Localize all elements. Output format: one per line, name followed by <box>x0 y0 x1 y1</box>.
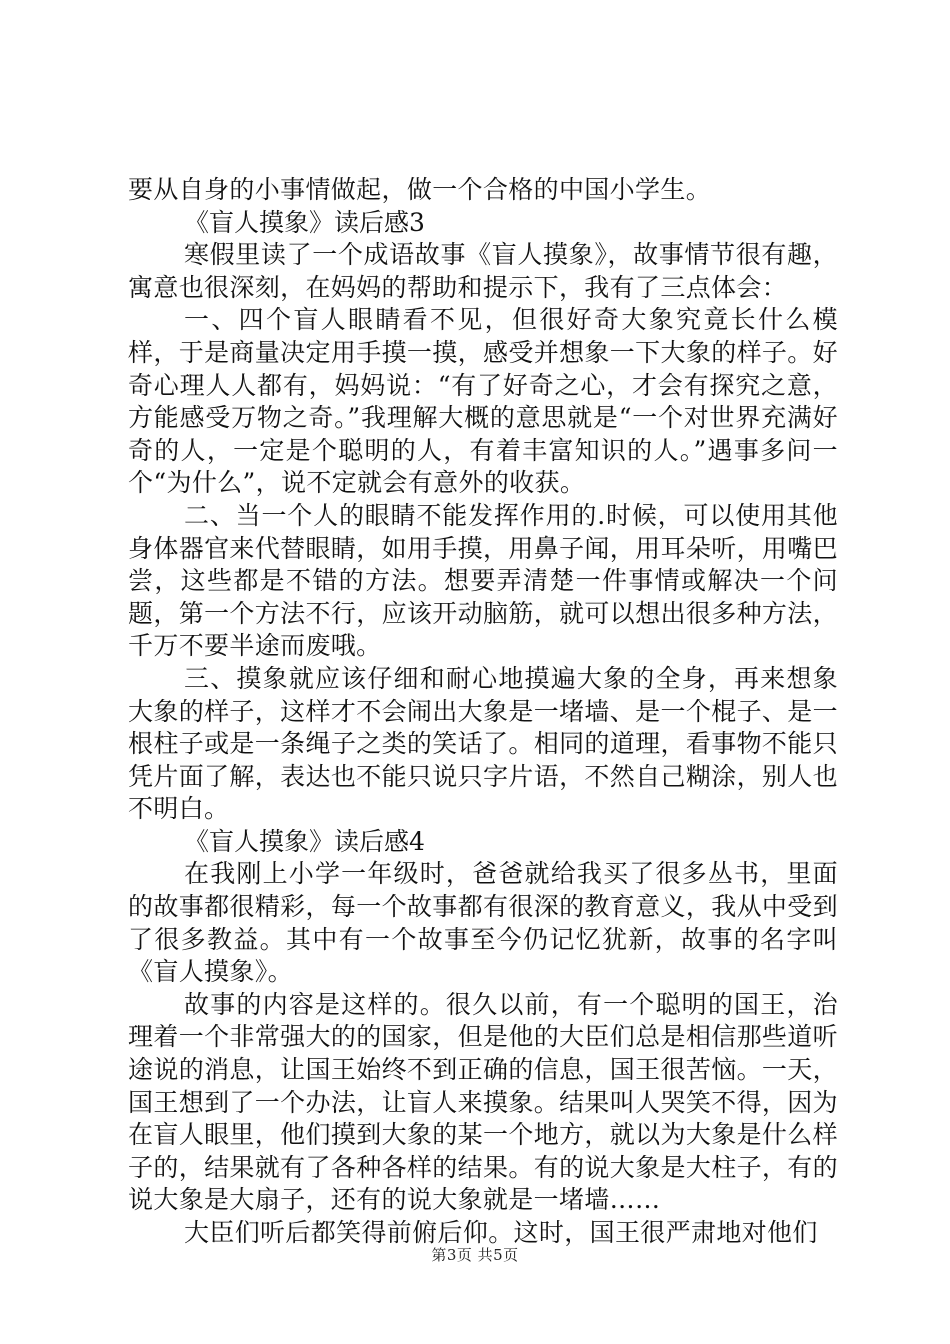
paragraph: 在我刚上小学一年级时，爸爸就给我买了很多丛书，里面的故事都很精彩，每一个故事都有很深的教育意义，我从中受到了很多教益。其中有一个故事至今仍记忆犹新，故事的名字叫《盲人摸象》。 <box>128 859 838 987</box>
paragraph: 二、当一个人的眼睛不能发挥作用的.时候，可以使用其他身体器官来代替眼睛，如用手摸，用鼻子闻，用耳朵听，用嘴巴尝，这些都是不错的方法。想要弄清楚一件事情或解决一个问题，第一个方法不行，应该开动脑筋，就可以想出很多种方法，千万不要半途而废哦。 <box>128 500 838 661</box>
page-number: 第3页 共5页 <box>431 1246 519 1264</box>
paragraph: 寒假里读了一个成语故事《盲人摸象》，故事情节很有趣，寓意也很深刻，在妈妈的帮助和提示下，我有了三点体会： <box>128 240 838 302</box>
section-heading-3: 《盲人摸象》读后感3 <box>184 207 425 237</box>
section-heading-4: 《盲人摸象》读后感4 <box>184 826 425 856</box>
paragraph: 三、摸象就应该仔细和耐心地摸遍大象的全身，再来想象大象的样子，这样才不会闹出大象是一堵墙、是一个棍子、是一根柱子或是一条绳子之类的笑话了。相同的道理，看事物不能只凭片面了解，表达也不能只说只字片语，不然自己糊涂，别人也不明白。 <box>128 663 838 824</box>
paragraph: 一、四个盲人眼睛看不见，但很好奇大象究竟长什么模样，于是商量决定用手摸一摸，感受并想象一下大象的样子。好奇心理人人都有，妈妈说：“有了好奇之心，才会有探究之意，方能感受万物之奇。”我理解大概的意思就是“一个对世界充满好奇的人，一定是个聪明的人，有着丰富知识的人。”遇事多问一个“为什么”，说不定就会有意外的收获。 <box>128 305 838 498</box>
paragraph-continuation: 要从自身的小事情做起，做一个合格的中国小学生。 <box>128 175 712 204</box>
paragraph: 大臣们听后都笑得前俯后仰。这时，国王很严肃地对他们 <box>184 1218 818 1247</box>
document-body <box>128 174 838 1250</box>
paragraph: 故事的内容是这样的。很久以前，有一个聪明的国王，治理着一个非常强大的的国家，但是他的大臣们总是相信那些道听途说的消息，让国王始终不到正确的信息，国王很苦恼。一天，国王想到了一个办法，让盲人来摸象。结果叫人哭笑不得，因为在盲人眼里，他们摸到大象的某一个地方，就以为大象是什么样子的，结果就有了各种各样的结果。有的说大象是大柱子，有的说大象是大扇子，还有的说大象就是一堵墙…… <box>128 989 838 1215</box>
page-footer <box>0 1245 950 1265</box>
